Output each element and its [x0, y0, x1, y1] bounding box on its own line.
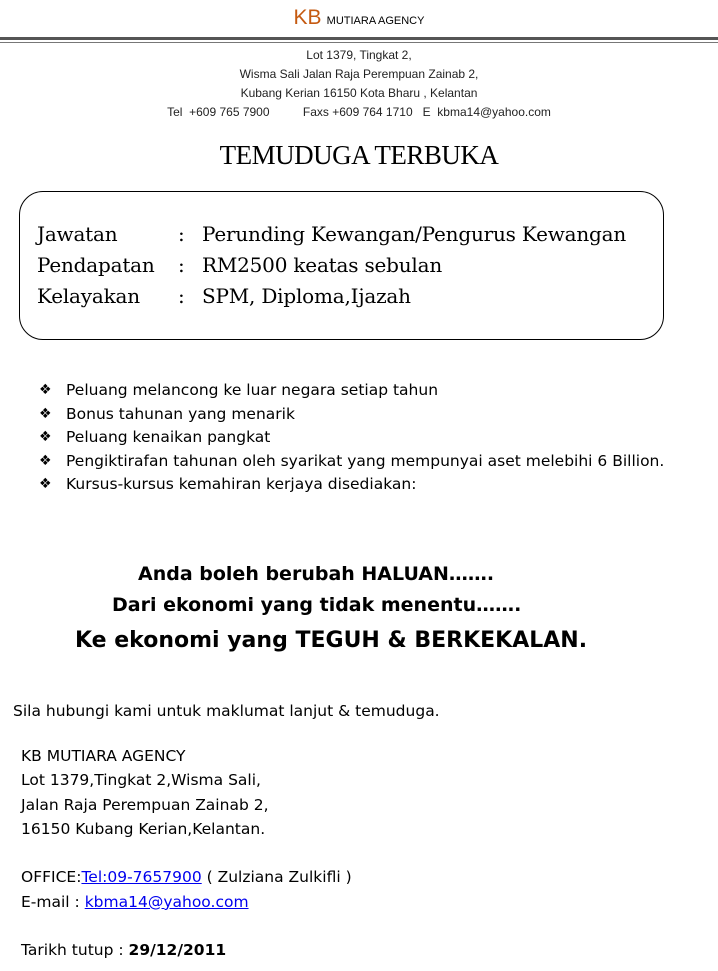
- diamond-bullet-icon: ❖: [39, 476, 52, 493]
- deadline-date: 29/12/2011: [128, 941, 227, 960]
- page-title: TEMUDUGA TERBUKA: [219, 140, 499, 170]
- spacer: [21, 841, 352, 865]
- list-item: ❖ Kursus-kursus kemahiran kerjaya disediakan:: [39, 473, 689, 497]
- list-item: ❖ Peluang kenaikan pangkat: [39, 426, 689, 450]
- brand-agency: MUTIARA AGENCY: [326, 15, 425, 27]
- job-row-key: Pendapatan: [37, 253, 155, 277]
- header-rule-thin: [0, 42, 718, 43]
- diamond-bullet-icon: ❖: [39, 405, 52, 422]
- email-link[interactable]: kbma14@yahoo.com: [84, 892, 249, 911]
- list-item: ❖ Bonus tahunan yang menarik: [39, 403, 689, 427]
- brand-kb: KB: [293, 6, 322, 29]
- job-row-sep: :: [178, 284, 185, 308]
- letterhead-title: [0, 6, 718, 30]
- benefits-list: [39, 379, 689, 497]
- contact-address-line: 16150 Kubang Kerian,Kelantan.: [21, 819, 266, 838]
- list-item: ❖ Pengiktirafan tahunan oleh syarikat yang mempunyai aset melebihi 6 Billion.: [39, 450, 689, 474]
- diamond-bullet-icon: ❖: [39, 429, 52, 446]
- slogan-line-1: Anda boleh berubah HALUAN…….: [138, 563, 495, 585]
- slogan-line-2: Dari ekonomi yang tidak menentu…….: [112, 594, 522, 616]
- spacer: [21, 914, 352, 938]
- header-address-line: Kubang Kerian 16150 Kota Bharu , Kelantan: [240, 86, 478, 100]
- contact-intro: Sila hubungi kami untuk maklumat lanjut & temuduga.: [13, 702, 440, 720]
- job-row-value: RM2500 keatas sebulan: [202, 253, 443, 277]
- job-row-value: Perunding Kewangan/Pengurus Kewangan: [202, 222, 627, 246]
- contact-block: [21, 744, 352, 963]
- header-contact-line: Tel +609 765 7900 Faxs +609 764 1710 E kbma14@yahoo.com: [167, 105, 551, 119]
- office-label: OFFICE:: [21, 868, 82, 887]
- job-row-kelayakan: [37, 284, 411, 308]
- deadline-label: Tarikh tutup :: [21, 941, 129, 960]
- list-item: ❖ Peluang melancong ke luar negara setiap tahun: [39, 379, 689, 403]
- header-rule-thick: [0, 37, 718, 40]
- office-phone-link[interactable]: Tel:09-7657900: [81, 868, 202, 887]
- office-person: ( Zulziana Zulkifli ): [201, 868, 352, 887]
- contact-address-line: Lot 1379,Tingkat 2,Wisma Sali,: [21, 771, 261, 790]
- diamond-bullet-icon: ❖: [39, 382, 52, 398]
- email-label: E-mail :: [21, 892, 85, 911]
- job-row-pendapatan: [37, 253, 442, 277]
- job-row-sep: :: [178, 222, 185, 246]
- deadline-line: [21, 938, 352, 962]
- slogan-line-3: Ke ekonomi yang TEGUH & BERKEKALAN.: [75, 628, 588, 653]
- job-row-jawatan: [37, 222, 626, 246]
- email-line: [21, 890, 352, 914]
- diamond-bullet-icon: ❖: [39, 452, 52, 469]
- contact-address-line: Jalan Raja Perempuan Zainab 2,: [21, 795, 269, 814]
- header-address-line: Wisma Sali Jalan Raja Perempuan Zainab 2,: [239, 67, 479, 81]
- job-row-value: SPM, Diploma,Ijazah: [202, 284, 411, 308]
- header-address-line: Lot 1379, Tingkat 2,: [306, 48, 412, 62]
- job-row-sep: :: [178, 253, 185, 277]
- job-row-key: Jawatan: [37, 222, 118, 246]
- office-line: [21, 865, 352, 889]
- job-row-key: Kelayakan: [37, 284, 140, 308]
- contact-address-line: KB MUTIARA AGENCY: [21, 747, 186, 765]
